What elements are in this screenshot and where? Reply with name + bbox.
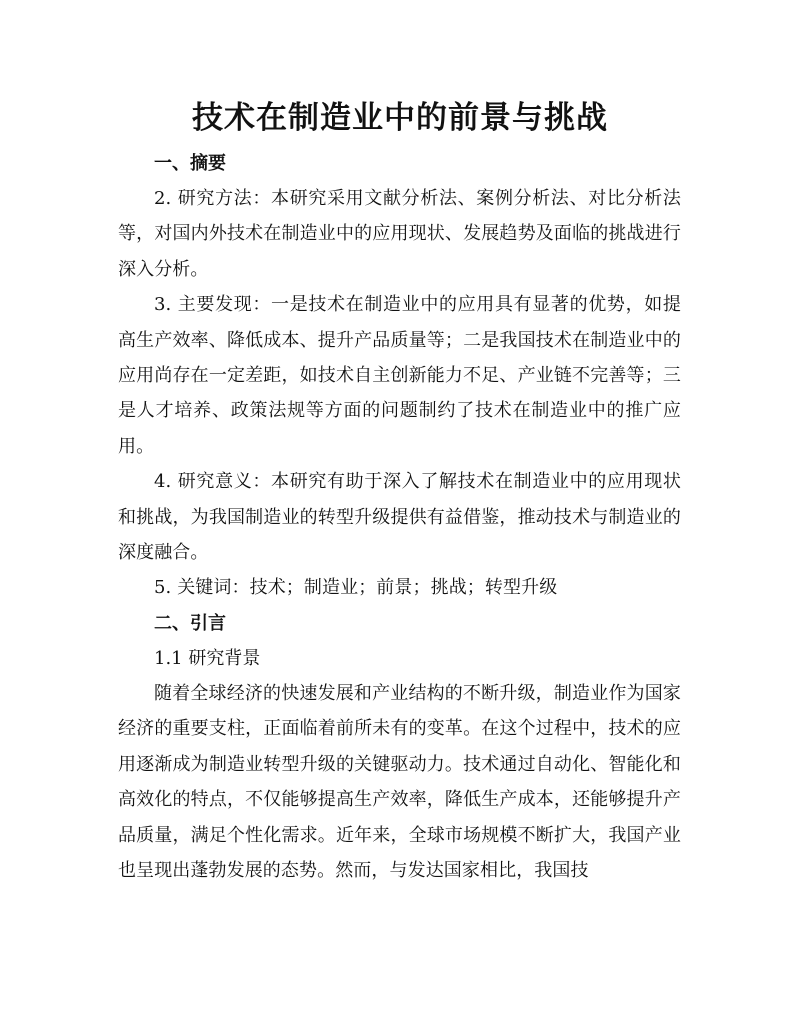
- subsection-heading-background: 1.1 研究背景: [154, 647, 261, 669]
- intro-paragraph: 随着全球经济的快速发展和产业结构的不断升级，制造业作为国家经济的重要支柱，正面临着前所未有的变革。在这个过程中，技术的应用逐渐成为制造业转型升级的关键驱动力。技术通过自动化、智能化和高效化的特点，不仅能够提高生产效率，降低生产成本，还能够提升产品质量，满足个性化需求。近年来，全球市场规模不断扩大，我国产业也呈现出蓬勃发展的态势。然而，与发达国家相比，我国技: [118, 682, 681, 881]
- abstract-item-findings: 3. 主要发现：一是技术在制造业中的应用具有显著的优势，如提高生产效率、降低成本、提升产品质量等；二是我国技术在制造业中的应用尚存在一定差距，如技术自主创新能力不足、产业链不完善等；三是人才培养、政策法规等方面的问题制约了技术在制造业中的推广应用。: [118, 294, 681, 457]
- abstract-item-methods: 2. 研究方法：本研究采用文献分析法、案例分析法、对比分析法等，对国内外技术在制造业中的应用现状、发展趋势及面临的挑战进行深入分析。: [118, 188, 681, 280]
- abstract-item-significance: 4. 研究意义：本研究有助于深入了解技术在制造业中的应用现状和挑战，为我国制造业的转型升级提供有益借鉴，推动技术与制造业的深度融合。: [118, 471, 681, 564]
- document-title: 技术在制造业中的前景与挑战: [192, 100, 608, 136]
- document-body: [118, 146, 681, 888]
- section-heading-abstract: 一、摘要: [154, 153, 226, 174]
- abstract-item-keywords: 5. 关键词：技术；制造业；前景；挑战；转型升级: [154, 577, 558, 599]
- section-heading-introduction: 二、引言: [154, 612, 226, 634]
